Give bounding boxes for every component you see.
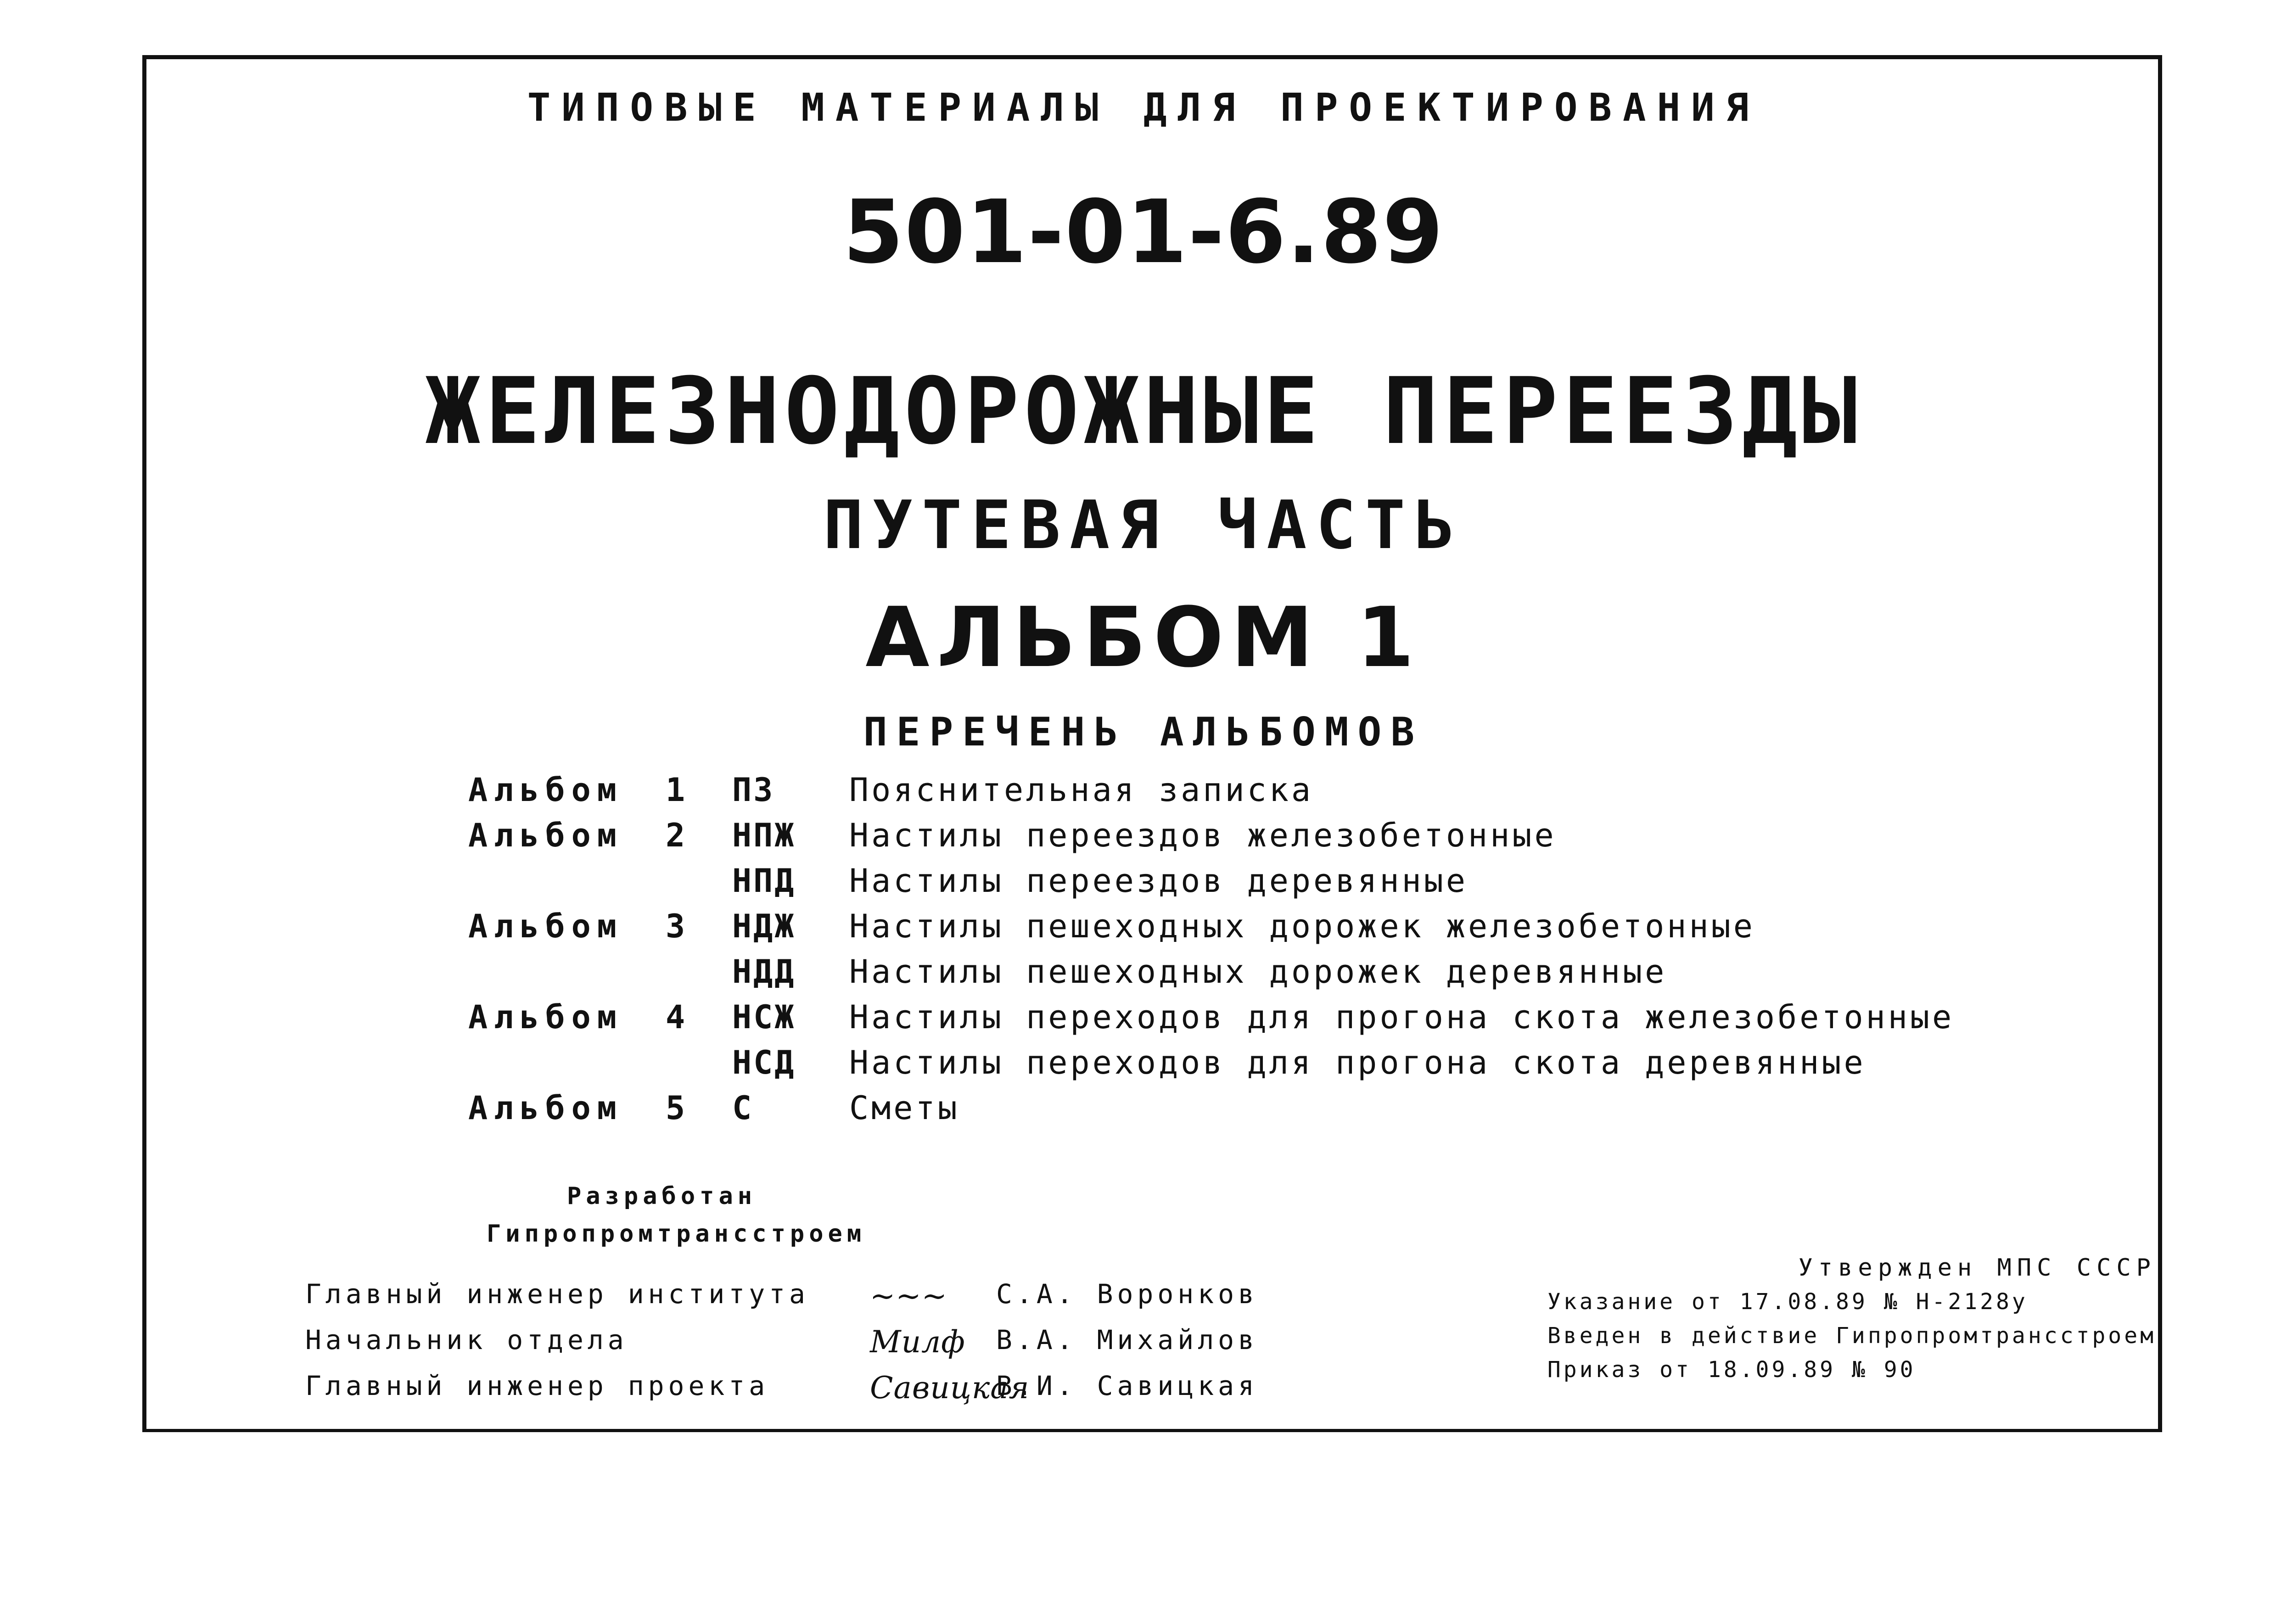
approval-block: [1547, 1251, 2156, 1387]
album-number: 2: [666, 817, 685, 854]
handwritten-signature: ~~~: [870, 1278, 947, 1314]
album-description: Настилы переездов железобетонные: [849, 817, 1557, 854]
signatory-role: Главный инженер проекта: [305, 1370, 769, 1401]
approval-instruction: Указание от 17.08.89 № Н-2128у: [1547, 1289, 2028, 1315]
signatory-name: В.А. Михайлов: [996, 1324, 1258, 1355]
album-description: Настилы переездов деревянные: [849, 862, 1469, 900]
album-code: НСЖ: [732, 998, 796, 1036]
album-code: ПЗ: [732, 771, 775, 809]
album-description: Сметы: [849, 1089, 960, 1127]
document-number: 501-01-6.89: [843, 181, 1444, 283]
signatory-role: Начальник отдела: [305, 1324, 628, 1355]
developed-by-block: [487, 1177, 866, 1253]
enacted-by: Введен в действие Гипропромтрансстроем: [1547, 1323, 2156, 1349]
series-header: ТИПОВЫЕ МАТЕРИАЛЫ ДЛЯ ПРОЕКТИРОВАНИЯ: [527, 85, 1760, 130]
approval-order: Приказ от 18.09.89 № 90: [1547, 1357, 1916, 1383]
document-subtitle: ПУТЕВАЯ ЧАСТЬ: [823, 487, 1464, 564]
signatory-name: В.И. Савицкая: [996, 1370, 1258, 1401]
signatory-name: С.А. Воронков: [996, 1278, 1258, 1310]
album-description: Настилы переходов для прогона скота железобетонные: [849, 998, 1955, 1036]
album-list-heading: ПЕРЕЧЕНЬ АЛЬБОМОВ: [863, 709, 1424, 755]
approved-by: Утвержден МПС СССР: [1798, 1254, 2156, 1282]
developed-label: Разработан: [567, 1182, 757, 1210]
developer-organization: Гипропромтрансстроем: [487, 1220, 866, 1248]
album-code: НПД: [732, 862, 796, 900]
handwritten-signature: Милф: [870, 1324, 965, 1360]
album-code: НДД: [732, 953, 796, 991]
album-code: НПЖ: [732, 817, 796, 854]
album-description: Настилы пешеходных дорожек деревянные: [849, 953, 1667, 991]
album-description: Настилы пешеходных дорожек железобетонные: [849, 907, 1755, 945]
album-label: Альбом: [468, 817, 623, 854]
album-label: Альбом: [468, 771, 623, 809]
handwritten-signature: Савицкая: [870, 1370, 1030, 1406]
album-label: Альбом: [468, 907, 623, 945]
album-title: АЛЬБОМ 1: [865, 590, 1422, 686]
album-label: Альбом: [468, 1089, 623, 1127]
album-number: 5: [666, 1089, 685, 1127]
signatory-role: Главный инженер института: [305, 1278, 809, 1310]
document-title: ЖЕЛЕЗНОДОРОЖНЫЕ ПЕРЕЕЗДЫ: [425, 358, 1862, 465]
album-number: 1: [666, 771, 685, 809]
album-code: НСД: [732, 1044, 796, 1081]
album-number: 3: [666, 907, 685, 945]
album-description: Настилы переходов для прогона скота деревянные: [849, 1044, 1866, 1081]
album-label: Альбом: [468, 998, 623, 1036]
album-code: НДЖ: [732, 907, 796, 945]
album-description: Пояснительная записка: [849, 771, 1314, 809]
album-code: С: [732, 1089, 754, 1127]
album-number: 4: [666, 998, 685, 1036]
